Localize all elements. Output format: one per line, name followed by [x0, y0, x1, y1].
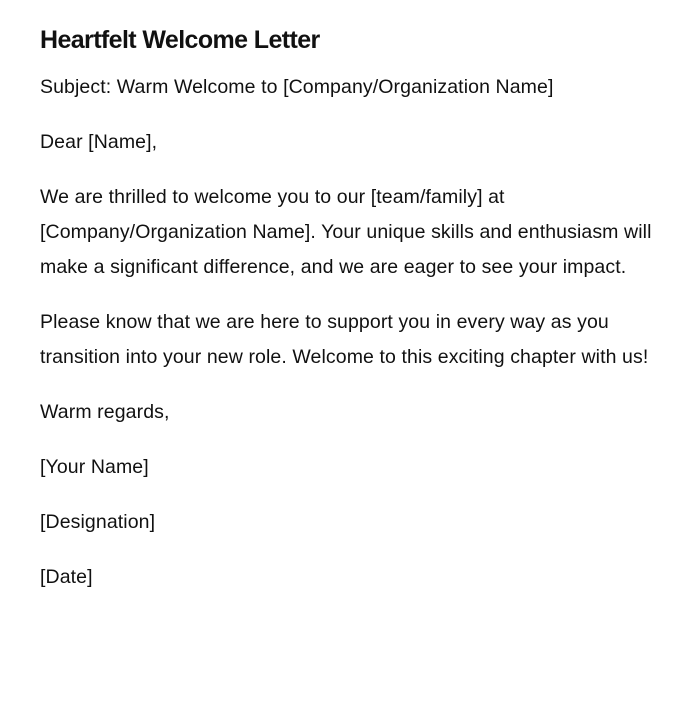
- letter-title: Heartfelt Welcome Letter: [40, 26, 320, 54]
- signature-date: [Date]: [40, 566, 93, 588]
- letter-closing: Warm regards,: [40, 401, 170, 423]
- letter-body-paragraph: We are thrilled to welcome you to our [team/family] at [Company/Organization Name]. Your unique skills and enthusiasm will make a significant difference, and we are eager to see your impact.: [40, 186, 652, 278]
- letter: [40, 22, 660, 615]
- letter-subject: Subject: Warm Welcome to [Company/Organization Name]: [40, 76, 554, 98]
- signature-name: [Your Name]: [40, 456, 149, 478]
- signature-designation: [Designation]: [40, 511, 156, 533]
- letter-body-paragraph: Please know that we are here to support you in every way as you transition into your new role. Welcome to this exciting chapter with us!: [40, 311, 649, 368]
- letter-greeting: Dear [Name],: [40, 131, 158, 153]
